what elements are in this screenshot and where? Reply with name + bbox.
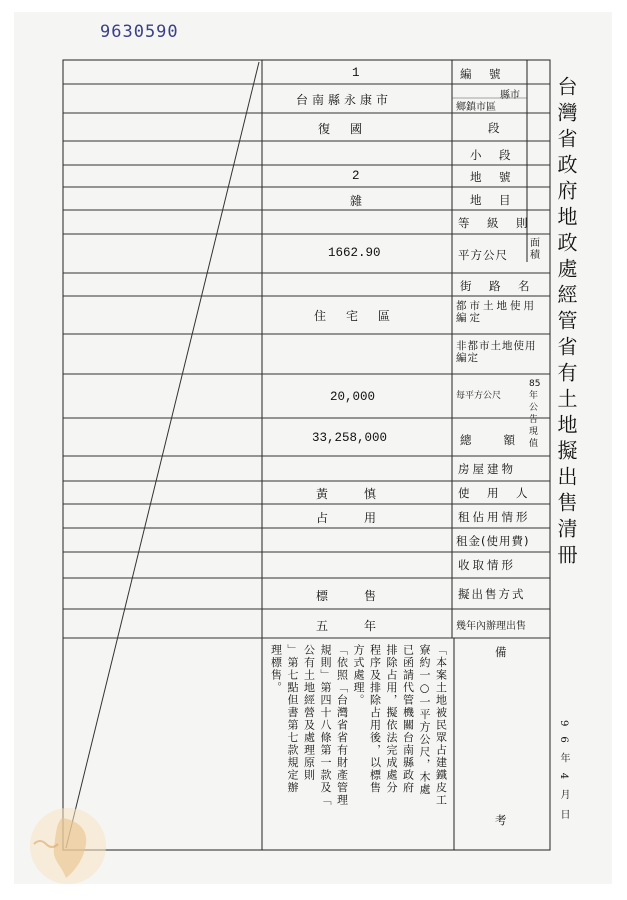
label-street: 街 路 名 [460, 279, 533, 293]
value-lease-status: 占 用 [316, 511, 381, 525]
document-title: 台灣省政府地政處經管省有土地擬出售清冊 [554, 76, 578, 570]
label-nonurban-zone: 非都市土地使用編定 [456, 340, 537, 364]
label-sale-method: 擬出售方式 [458, 587, 526, 601]
value-section: 復 國 [318, 122, 367, 136]
value-urban-zone: 住 宅 區 [314, 309, 395, 323]
value-user: 黃 慎 [316, 487, 381, 501]
remark-line: 已函請代管機關台南縣政府 [401, 644, 415, 794]
label-land-no: 地 號 [470, 170, 514, 184]
remark-line: 方式處理。 [352, 644, 365, 707]
label-subsection: 小 段 [470, 148, 514, 162]
label-serial-no: 編 號 [460, 67, 504, 81]
label-user: 使 用 人 [458, 486, 531, 500]
value-sale-method: 標 售 [316, 589, 381, 603]
remark-line: 規則」第四十八條第一款及「 [319, 644, 332, 807]
remark-line: 「依照「台灣省省有財產管理 [335, 644, 349, 807]
label-area-b: 平方公尺 [458, 248, 508, 262]
label-rent-fee: 租金(使用費) [456, 534, 530, 548]
value-land-no: 2 [352, 169, 360, 183]
remarks-text [262, 644, 450, 844]
label-total-value: 總 額 [460, 433, 518, 447]
label-announced-a: 每平方公尺 [456, 391, 502, 401]
label-remarks-top: 備 [495, 645, 510, 659]
label-lease-status: 租佔用情形 [458, 510, 531, 524]
remark-line: 寮約一○一平方公尺，木處 [418, 644, 431, 796]
label-section: 段 [488, 121, 503, 135]
label-urban-zone: 都市土地使用編定 [456, 300, 537, 324]
value-announced: 20,000 [330, 390, 376, 404]
label-announced-b: 85年公告現值 [529, 379, 541, 449]
value-land-category: 雜 [350, 194, 363, 208]
label-area-a: 面積 [530, 238, 540, 261]
label-collection-status: 收取情形 [458, 558, 516, 572]
remark-line: 理標售。 [269, 644, 283, 694]
label-remarks-bottom: 考 [495, 813, 510, 827]
label-land-category: 地 目 [470, 193, 514, 207]
label-building: 房屋建物 [458, 462, 516, 476]
value-sale-year: 五 年 [316, 619, 381, 633]
remark-line: 程序及排除占用後，以標售 [368, 644, 382, 794]
value-city: 台南縣永康市 [296, 93, 393, 107]
remark-line: 公有土地經營及處理原則 [302, 644, 316, 782]
document-number: 9630590 [100, 22, 179, 42]
label-sale-year: 幾年內辦理出售 [456, 621, 526, 632]
remark-line: 排除占用，擬依法完成處分 [385, 644, 398, 794]
value-serial-no: 1 [352, 66, 360, 80]
remark-line: 「本案土地被民眾占建鐵皮工 [434, 644, 448, 807]
label-grade: 等 級 則 [458, 216, 531, 230]
value-total: 33,258,000 [312, 431, 388, 445]
void-slash-line [66, 62, 259, 848]
remark-line: 」第七點但書第七款規定辦 [286, 644, 299, 794]
value-area: 1662.90 [328, 246, 381, 260]
label-city-b: 鄉鎮市區 [456, 102, 496, 113]
watermark-logo [22, 804, 118, 888]
document-date: 96年4月日 [558, 720, 569, 830]
label-city-a: 縣市 [500, 90, 520, 101]
